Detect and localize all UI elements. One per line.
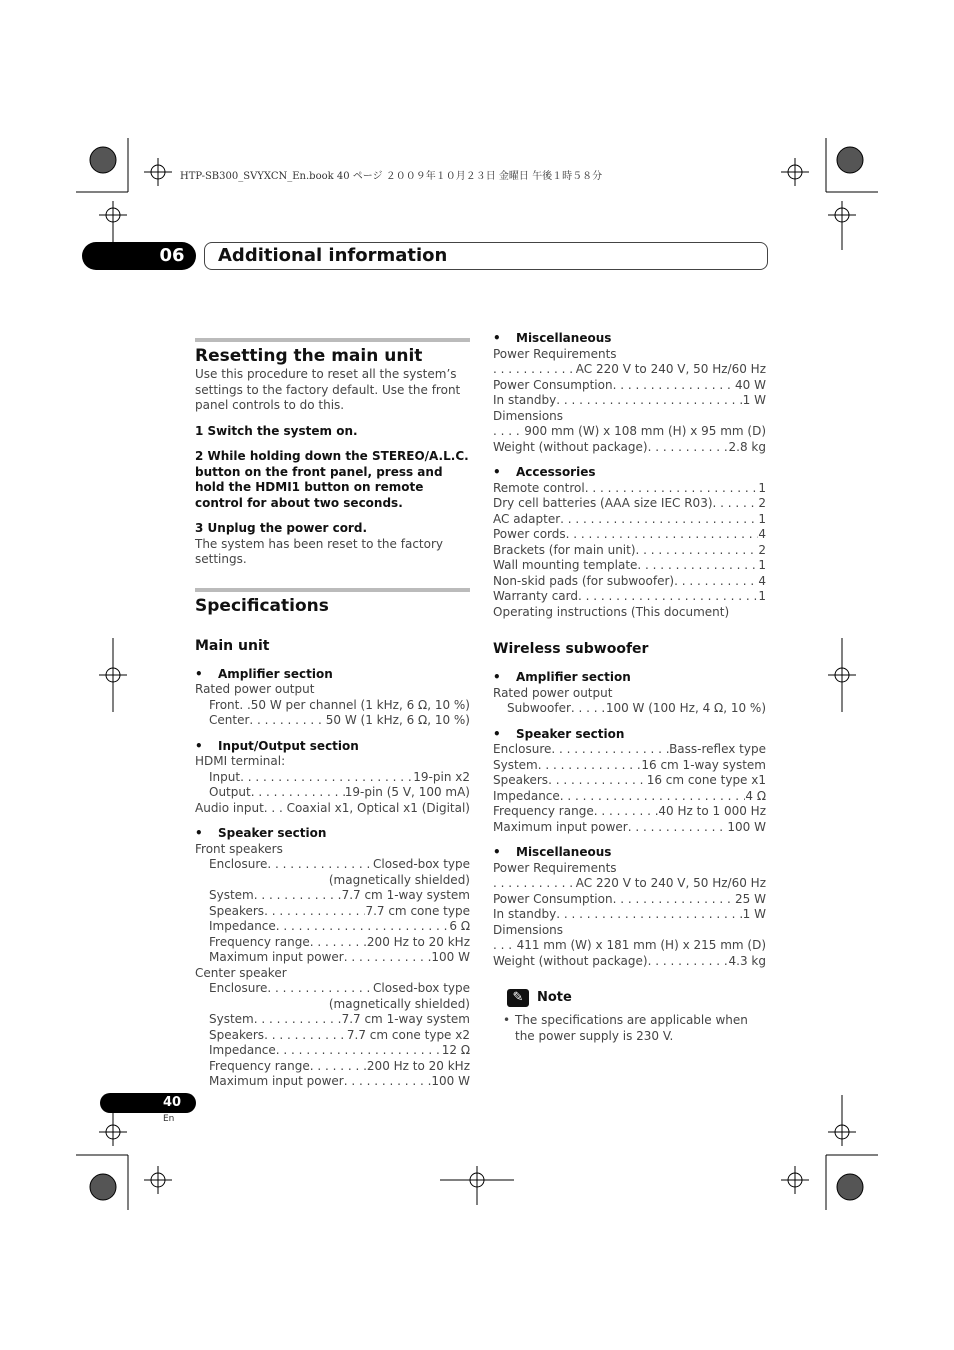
accessory-row: Warranty card . . . 1 xyxy=(493,589,766,605)
spec-row: Audio input . . . Coaxial x1, Optical x1 (Digital) xyxy=(195,801,470,817)
chapter-title: Additional information xyxy=(218,245,448,266)
spec-note: (magnetically shielded) xyxy=(328,996,470,1011)
accessory-row: Brackets (for main unit) . . . 2 xyxy=(493,543,766,559)
note-text: • The specifications are applicable when the power supply is 230 V. xyxy=(493,1013,766,1044)
spec-row: Maximum input power . . . 100 W xyxy=(493,820,766,836)
speaker-heading: • Speaker section xyxy=(195,826,470,842)
reset-title: Resetting the main unit xyxy=(195,346,423,366)
accessory-last: Operating instructions (This document) xyxy=(493,604,730,619)
spec-row: Enclosure . . . Bass-reflex type xyxy=(493,742,766,758)
spec-row: Enclosure . . . Closed-box type xyxy=(195,981,470,997)
spec-row: Center . . . 50 W (1 kHz, 6 Ω, 10 %) xyxy=(195,713,470,729)
dimensions-label: Dimensions xyxy=(493,408,564,423)
spec-row: Output . . . 19-pin (5 V, 100 mA) xyxy=(195,785,470,801)
accessory-row: Wall mounting template . . . 1 xyxy=(493,558,766,574)
spec-row: Frequency range . . . 200 Hz to 20 kHz xyxy=(195,1059,470,1075)
sub-rated-label: Rated power output xyxy=(493,685,613,700)
spec-row: In standby . . . 1 W xyxy=(493,907,766,923)
rated-power-label: Rated power output xyxy=(195,682,315,696)
accessory-row: Non-skid pads (for subwoofer) . . . 4 xyxy=(493,574,766,590)
spec-row: Weight (without package) . . . 2.8 kg xyxy=(493,440,766,456)
reset-step-3: 3 Unplug the power cord. xyxy=(195,521,368,535)
spec-row: Speakers . . . 16 cm cone type x1 xyxy=(493,773,766,789)
misc-heading: • Miscellaneous xyxy=(493,331,766,347)
sub-misc-heading: • Miscellaneous xyxy=(493,845,766,861)
spec-row: Speakers . . . 7.7 cm cone type x2 xyxy=(195,1028,470,1044)
sub-speaker-heading: • Speaker section xyxy=(493,727,766,743)
power-req-label: Power Requirements xyxy=(493,346,617,361)
accessory-row: AC adapter . . . 1 xyxy=(493,512,766,528)
spec-row: Weight (without package) . . . 4.3 kg xyxy=(493,954,766,970)
spec-row: . . . AC 220 V to 240 V, 50 Hz/60 Hz xyxy=(493,362,766,378)
sub-amp-heading: • Amplifier section xyxy=(493,670,766,686)
spec-row: Maximum input power . . . 100 W xyxy=(195,1074,470,1090)
spec-row: Maximum input power . . . 100 W xyxy=(195,950,470,966)
page-number: 40 xyxy=(162,1095,182,1110)
front-speakers-title: Front speakers xyxy=(195,841,283,856)
accessories-heading: • Accessories xyxy=(493,465,766,481)
spec-note: (magnetically shielded) xyxy=(328,872,470,887)
main-unit-title: Main unit xyxy=(195,637,270,654)
sub-dimensions-label: Dimensions xyxy=(493,922,564,937)
reset-step-2: 2 While holding down the STEREO/A.L.C. button on the front panel, press and hold the HDMI1 button on remote control for about two seconds. xyxy=(195,449,469,510)
spec-row: In standby . . . 1 W xyxy=(493,393,766,409)
spec-row: . . . 411 mm (W) x 181 mm (H) x 215 mm (D) xyxy=(493,938,766,954)
reset-result: The system has been reset to the factory settings. xyxy=(195,536,443,566)
spec-row: Enclosure . . . Closed-box type xyxy=(195,857,470,873)
hdmi-label: HDMI terminal: xyxy=(195,754,286,768)
spec-row: . . . AC 220 V to 240 V, 50 Hz/60 Hz xyxy=(493,876,766,892)
reset-intro: Use this procedure to reset all the system’s settings to the factory default. Use the front panel controls to do this. xyxy=(195,367,461,412)
accessory-row: Remote control . . . 1 xyxy=(493,481,766,497)
pencil-icon: ✎ xyxy=(507,989,529,1007)
spec-row: Impedance . . . 12 Ω xyxy=(195,1043,470,1059)
chapter-number: 06 xyxy=(159,245,185,266)
spec-row: Power Consumption . . . 25 W xyxy=(493,892,766,908)
spec-row: System . . . 7.7 cm 1-way system xyxy=(195,888,470,904)
spec-row: System . . . 7.7 cm 1-way system xyxy=(195,1012,470,1028)
spec-row: Impedance . . . 4 Ω xyxy=(493,789,766,805)
print-header: HTP-SB300_SVYXCN_En.book 40 ページ ２００９年１０月２３日 金曜日 午後１時５８分 xyxy=(180,171,603,182)
section-rule xyxy=(195,588,470,592)
spec-row: Impedance . . . 6 Ω xyxy=(195,919,470,935)
reset-step-1: 1 Switch the system on. xyxy=(195,423,358,438)
spec-row: Frequency range . . . 200 Hz to 20 kHz xyxy=(195,935,470,951)
spec-row: Input . . . 19-pin x2 xyxy=(195,770,470,786)
note-heading: Note xyxy=(537,990,572,1006)
section-rule xyxy=(195,338,470,342)
spec-row: Frequency range . . . 40 Hz to 1 000 Hz xyxy=(493,804,766,820)
amp-heading: • Amplifier section xyxy=(195,667,470,683)
accessory-row: Power cords . . . 4 xyxy=(493,527,766,543)
io-heading: • Input/Output section xyxy=(195,739,470,755)
spec-row: Front . . . 50 W per channel (1 kHz, 6 Ω, 10 %) xyxy=(195,698,470,714)
left-column xyxy=(195,338,470,1090)
subwoofer-title: Wireless subwoofer xyxy=(493,641,649,657)
sub-power-req-label: Power Requirements xyxy=(493,860,617,875)
spec-row: Subwoofer . . . 100 W (100 Hz, 4 Ω, 10 %) xyxy=(493,701,766,717)
page-language: En xyxy=(163,1114,175,1124)
right-column xyxy=(493,331,766,1044)
center-speaker-title: Center speaker xyxy=(195,965,287,980)
spec-row: Speakers . . . 7.7 cm cone type xyxy=(195,904,470,920)
spec-row: . . . 900 mm (W) x 108 mm (H) x 95 mm (D) xyxy=(493,424,766,440)
note-header xyxy=(507,989,766,1007)
spec-row: Power Consumption . . . 40 W xyxy=(493,378,766,394)
spec-row: System . . . 16 cm 1-way system xyxy=(493,758,766,774)
accessory-row: Dry cell batteries (AAA size IEC R03) . . . 2 xyxy=(493,496,766,512)
specs-title: Specifications xyxy=(195,595,329,616)
